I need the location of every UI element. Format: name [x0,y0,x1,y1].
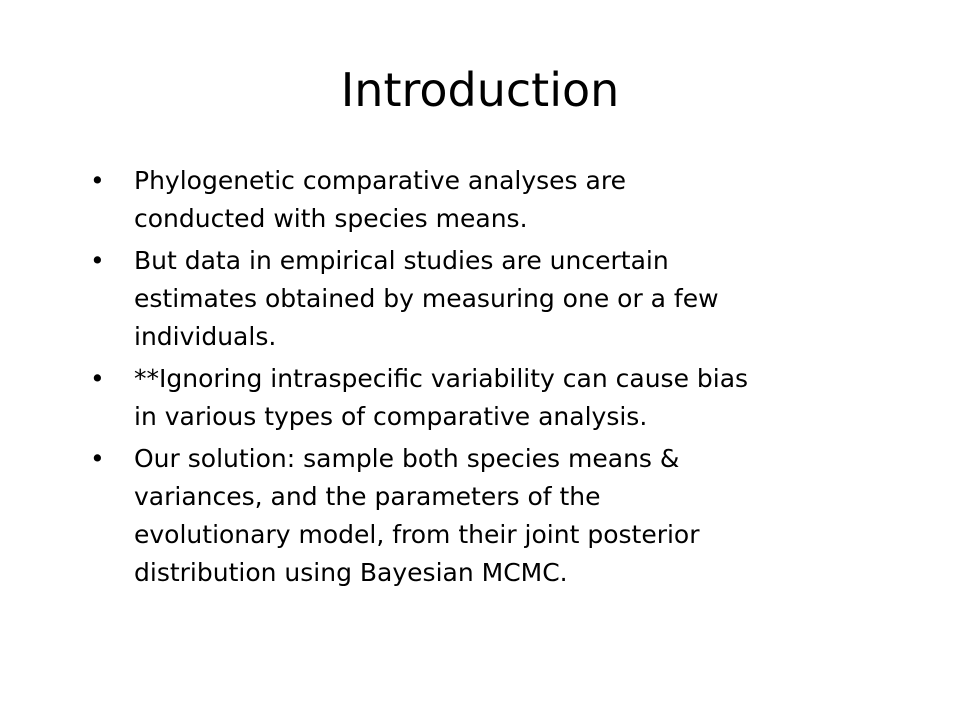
bullet-text-line: evolutionary model, from their joint posterior [134,520,700,549]
bullet-item [78,242,868,356]
bullet-text-line: **Ignoring intraspecific variability can cause bias [134,364,749,393]
bullet-text-line: Phylogenetic comparative analyses are [134,166,626,195]
bullet-text-line: in various types of comparative analysis. [134,402,648,431]
bullet-text-line: distribution using Bayesian MCMC. [134,558,568,587]
bullet-text-line: estimates obtained by measuring one or a few [134,284,719,313]
bullet-dot-icon: • [90,364,105,393]
bullet-text-line: Our solution: sample both species means & [134,444,680,473]
bullet-text-line: But data in empirical studies are uncertain [134,246,669,275]
bullet-dot-icon: • [90,246,105,275]
bullet-list [78,162,868,596]
bullet-text-line: individuals. [134,322,277,351]
bullet-item [78,360,868,436]
bullet-text-line: variances, and the parameters of the [134,482,601,511]
bullet-dot-icon: • [90,444,105,473]
bullet-item [78,162,868,238]
slide-title: Introduction [340,63,620,117]
bullet-dot-icon: • [90,166,105,195]
bullet-item [78,440,868,592]
bullet-text-line: conducted with species means. [134,204,528,233]
